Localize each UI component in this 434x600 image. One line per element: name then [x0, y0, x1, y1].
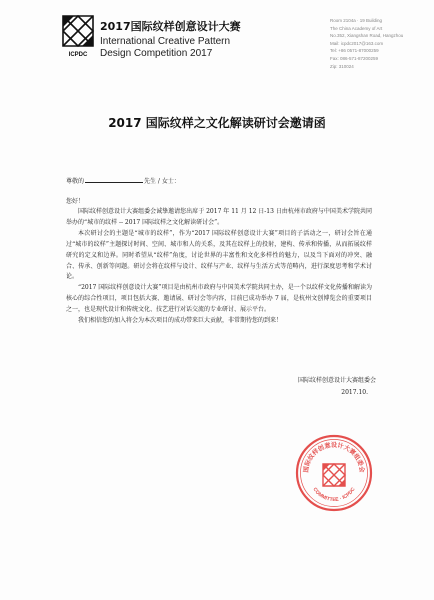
official-seal-stamp — [294, 433, 374, 513]
contact-line: Tel: +86 0571-87000259 — [330, 48, 379, 54]
icpdc-logo — [60, 13, 96, 59]
seal-text-cn: 国际纹样创意设计大赛组委会 — [302, 442, 366, 473]
salutation — [66, 176, 386, 185]
contact-line: Room 2104a · 19 Building — [330, 18, 383, 23]
brand-name-en-line1: International Creative Pattern — [100, 36, 231, 47]
body-paragraph: 国际纹样创意设计大赛组委会诚挚邀请您出席于 2017 年 11 月 12 日-13 日由杭州市政府与中国美术学院共同举办的“城市的纹样 -- 2017 国际纹样之文化解读研讨会”。 — [66, 208, 372, 226]
name-blank-line — [85, 176, 143, 183]
contact-line: Zip: 310024 — [330, 63, 354, 69]
seal-text-en: COMMITTEE · ICPDC — [311, 486, 357, 504]
salutation-prefix: 尊敬的 — [66, 178, 85, 185]
salutation-suffix: 先生 / 女士： — [144, 178, 180, 185]
svg-text:COMMITTEE · ICPDC — [311, 486, 356, 503]
svg-text:国际纹样创意设计大赛组委会 — [302, 441, 366, 474]
body-paragraph: 我们相信您的加入将会为本次项目的成功带来巨大贡献，非常期待您的到来！ — [78, 317, 283, 325]
logo-caption: ICPDC — [68, 52, 88, 58]
contact-line: Fax: 086-571-87200259 — [330, 55, 379, 61]
contact-info — [330, 17, 420, 70]
signature-date: 2017.10. — [341, 389, 368, 396]
signature-organization: 国际纹样创意设计大赛组委会 — [297, 377, 376, 384]
brand-name-en-line2: Design Competition 2017 — [100, 48, 213, 59]
brand-name-en — [100, 36, 270, 60]
contact-line: The China Academy of Art — [330, 25, 383, 31]
letter-body — [66, 207, 372, 327]
body-paragraph: “2017 国际纹样创意设计大赛”项目是由杭州市政府与中国美术学院共同主办，是一个以纹样文化传播和解读为核心的综合性项目，项目包括大赛、邀请展、研讨会等内容，目前已成功举办 7 届，是杭州文创博览会的重要项目之一，也是现代设计和传统文化、技艺进行对话交流的专业研讨、展示平台。 — [66, 284, 372, 314]
contact-line: No.352, Xiangshan Road, Hangzhou — [330, 33, 404, 39]
body-paragraph: 本次研讨会的主题是“城市的纹样”，作为“2017 国际纹样创意设计大赛”项目的子活动之一，研讨会旨在通过“城市的纹样”主题探讨时间、空间、城市和人的关系，及其在纹样上的投射，建构、传承和传播，从而拓展纹样研究的定义和边界。同时希望从“纹样”角度，讨论世界的丰富性和文化多样性的魅力，以及当下面对的冲突、融合、传承、创新等问题。研讨会将在纹样与设计、纹样与产业、纹样与生活方式等范畴内，进行深度思考和学术讨论。 — [66, 229, 372, 281]
letter-title: 2017 国际纹样之文化解读研讨会邀请函 — [108, 116, 326, 130]
brand-name-cn: 2017国际纹样创意设计大赛 — [100, 20, 241, 33]
greeting: 您好！ — [66, 198, 85, 205]
contact-line: Mail: icpdc2017@163.com — [330, 40, 384, 46]
